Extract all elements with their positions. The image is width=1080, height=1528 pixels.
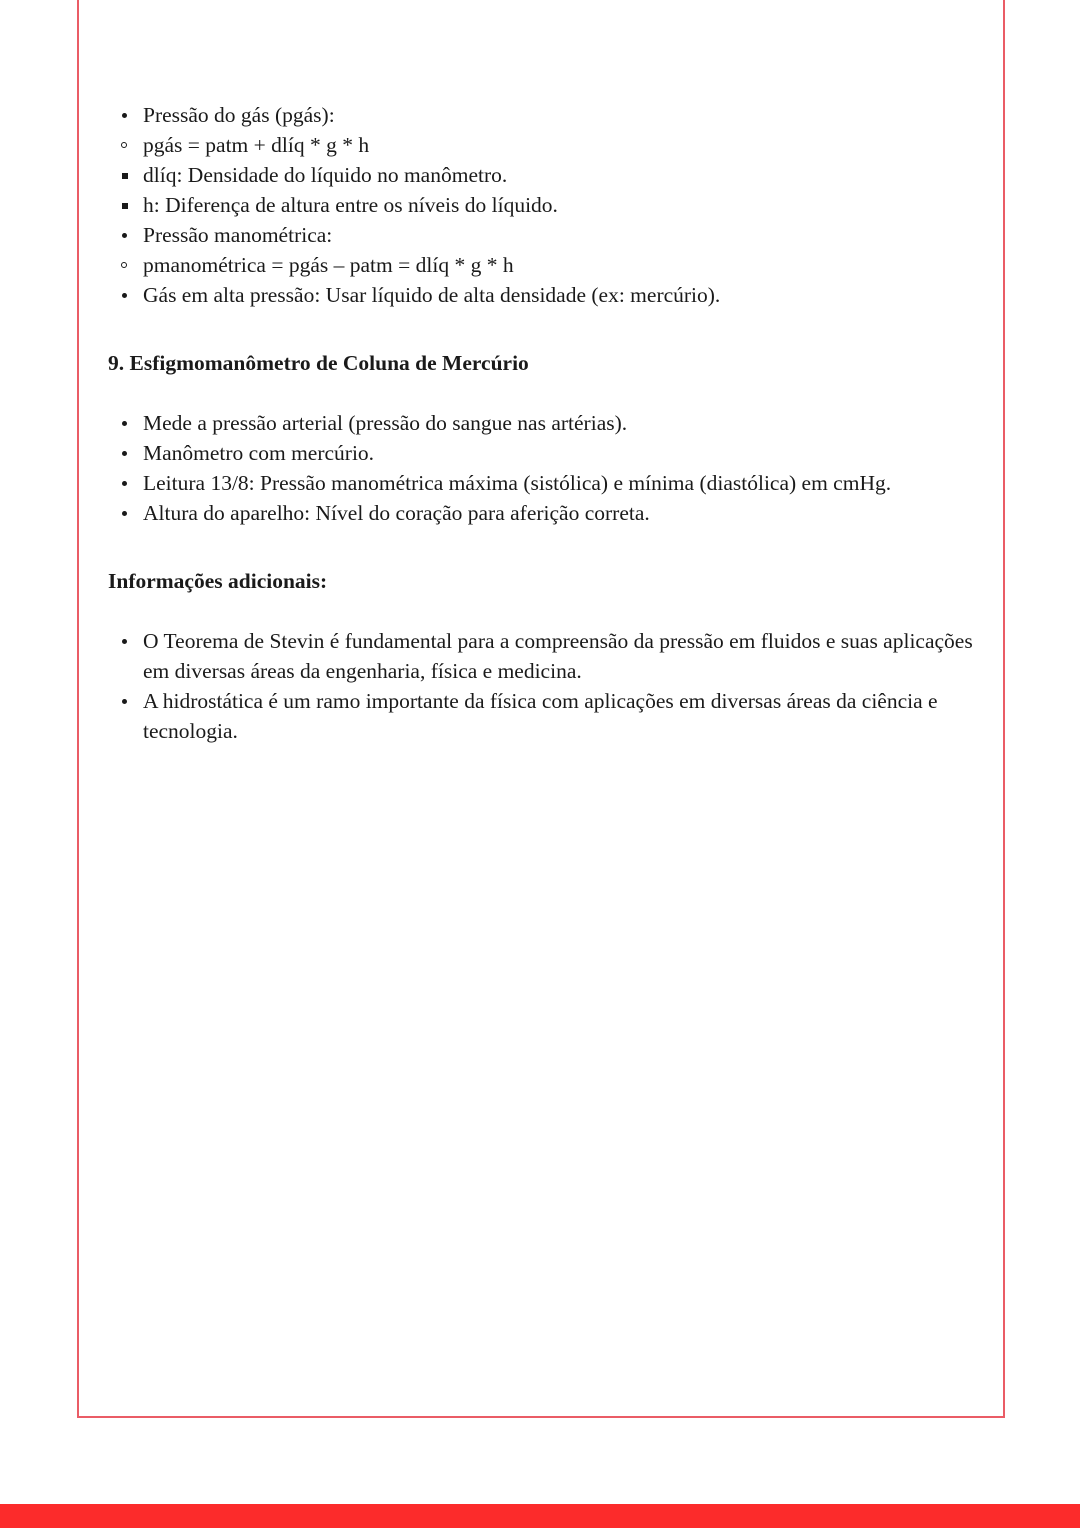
list-item-text: Manômetro com mercúrio.	[143, 441, 375, 465]
spacer	[108, 528, 988, 566]
list-informacoes-adicionais	[108, 626, 988, 746]
list-item	[108, 100, 988, 130]
list-item-text: Gás em alta pressão: Usar líquido de alta densidade (ex: mercúrio).	[143, 283, 721, 307]
section-heading-informacoes-adicionais: Informações adicionais:	[108, 569, 328, 593]
list-item-text: Leitura 13/8: Pressão manométrica máxima (sistólica) e mínima (diastólica) em cmHg.	[143, 471, 892, 495]
section-heading-esfigmomanometro: 9. Esfigmomanômetro de Coluna de Mercúrio	[108, 351, 529, 375]
list-item-text: Pressão manométrica:	[143, 223, 333, 247]
list-item-text: pmanométrica = pgás – patm = dlíq * g * h	[143, 253, 514, 277]
bottom-red-bar	[0, 1504, 1080, 1528]
list-item	[108, 280, 988, 310]
list-item-text: dlíq: Densidade do líquido no manômetro.	[143, 163, 508, 187]
list-item	[108, 130, 988, 160]
list-item	[108, 498, 988, 528]
list-item-text: Altura do aparelho: Nível do coração para aferição correta.	[143, 501, 650, 525]
document-content	[108, 100, 988, 746]
list-item	[108, 408, 988, 438]
list-item	[108, 250, 988, 280]
list-manometro	[108, 100, 988, 310]
list-item-text: Mede a pressão arterial (pressão do sangue nas artérias).	[143, 411, 628, 435]
list-item-text: A hidrostática é um ramo importante da física com aplicações em diversas áreas da ciência e tecnologia.	[143, 689, 938, 743]
list-item	[108, 160, 988, 190]
list-item-text: Pressão do gás (pgás):	[143, 103, 335, 127]
list-item	[108, 190, 988, 220]
list-item	[108, 220, 988, 250]
spacer	[108, 310, 988, 348]
list-item-text: O Teorema de Stevin é fundamental para a compreensão da pressão em fluidos e suas aplicações em diversas áreas da engenharia, física e medicina.	[143, 629, 973, 683]
list-item	[108, 686, 988, 746]
list-item	[108, 468, 988, 498]
list-item	[108, 438, 988, 468]
list-item-text: pgás = patm + dlíq * g * h	[143, 133, 370, 157]
spacer	[108, 596, 988, 626]
list-item	[108, 626, 988, 686]
list-item-text: h: Diferença de altura entre os níveis do líquido.	[143, 193, 558, 217]
spacer	[108, 378, 988, 408]
list-esfigmomanometro	[108, 408, 988, 528]
